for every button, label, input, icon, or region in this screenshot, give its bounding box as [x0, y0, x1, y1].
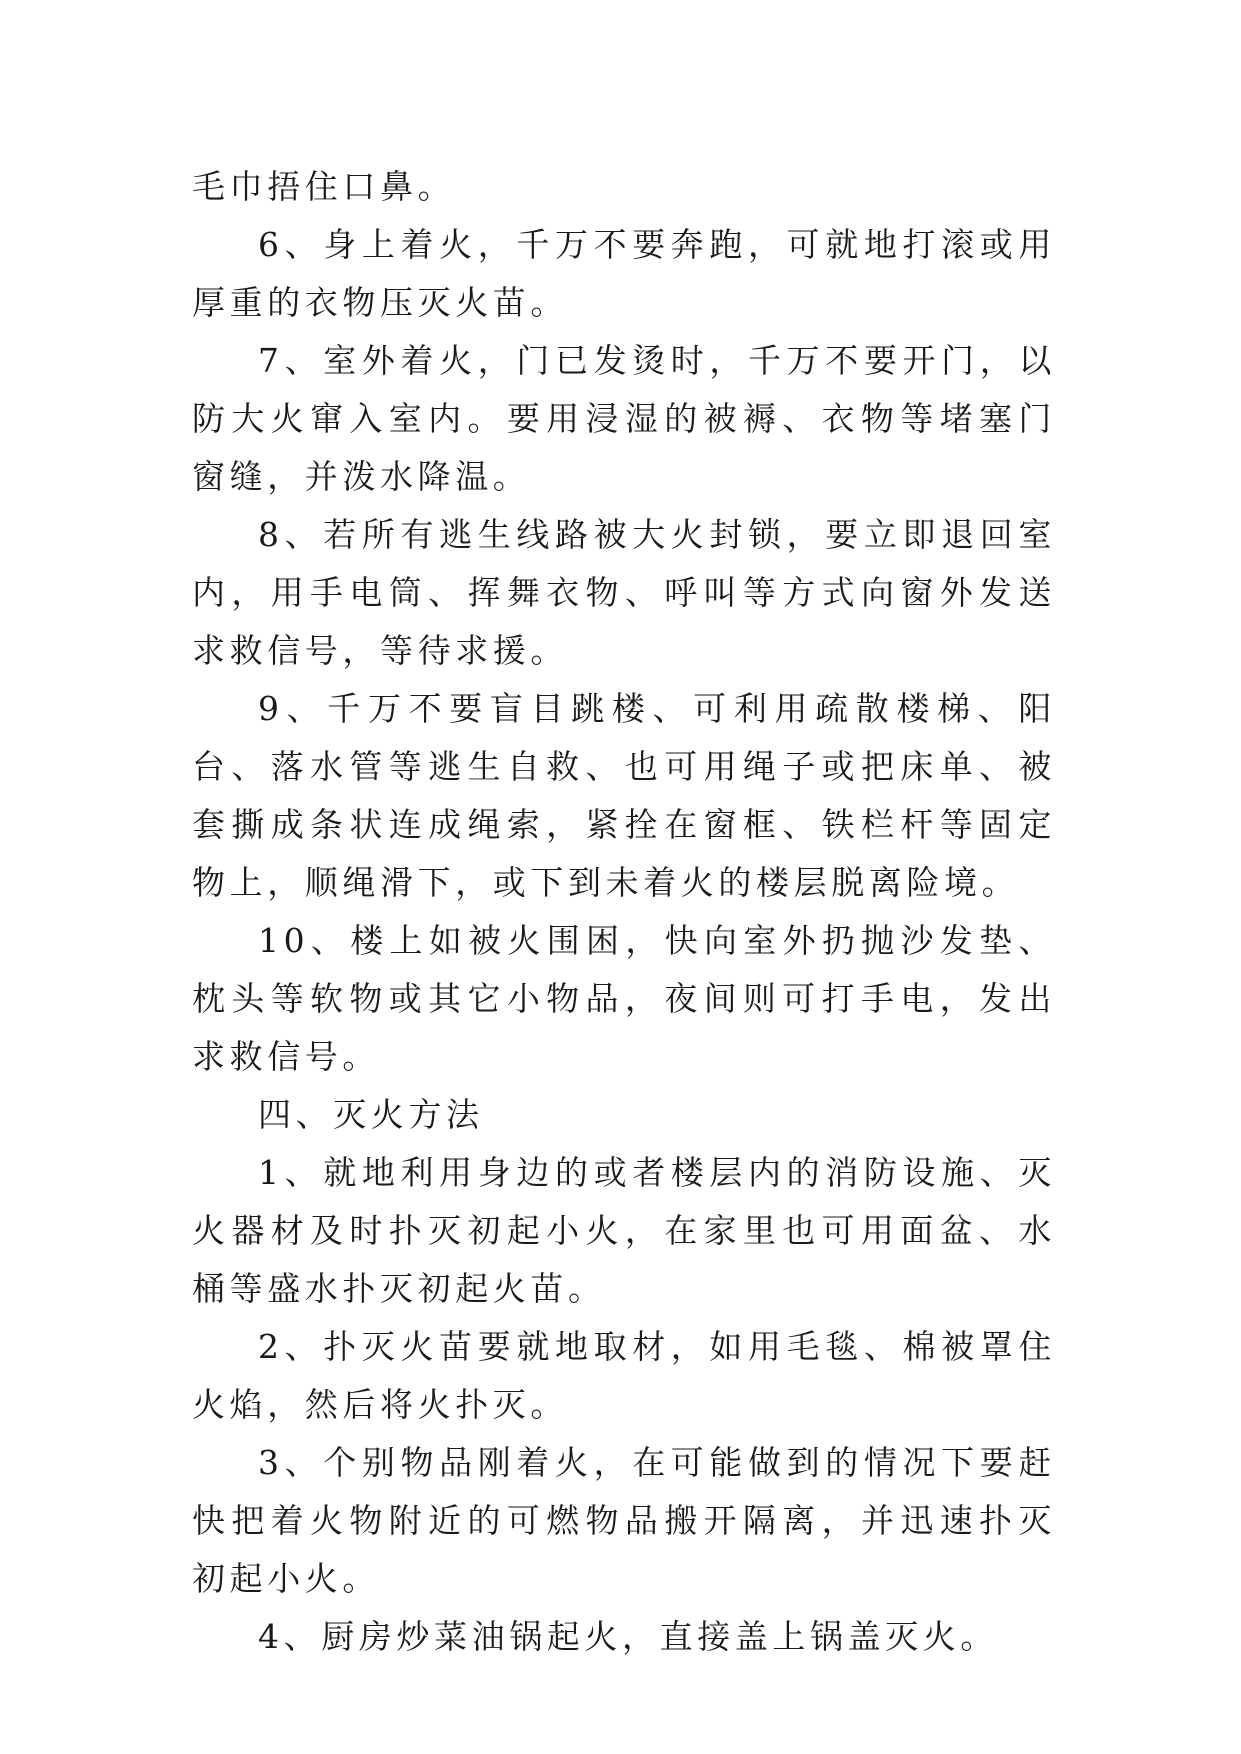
paragraph-method-3: 3、个别物品刚着火，在可能做到的情况下要赶快把着火物附近的可燃物品搬开隔离，并迅速扑灭初起小火。 — [192, 1443, 1056, 1598]
document-body — [192, 158, 1056, 1666]
paragraph-method-4: 4、厨房炒菜油锅起火，直接盖上锅盖灭火。 — [258, 1617, 998, 1656]
paragraph-continuation: 毛巾捂住口鼻。 — [192, 167, 456, 206]
paragraph-method-1: 1、就地利用身边的或者楼层内的消防设施、灭火器材及时扑灭初起小火，在家里也可用面盆、水桶等盛水扑灭初起火苗。 — [192, 1153, 1056, 1308]
section-heading: 四、灭火方法 — [258, 1095, 484, 1134]
paragraph-item-10: 10、楼上如被火围困，快向室外扔抛沙发垫、枕头等软物或其它小物品，夜间则可打手电，发出求救信号。 — [192, 921, 1056, 1076]
paragraph-item-7: 7、室外着火，门已发烫时，千万不要开门，以防大火窜入室内。要用浸湿的被褥、衣物等堵塞门窗缝，并泼水降温。 — [192, 341, 1056, 496]
paragraph-item-6: 6、身上着火，千万不要奔跑，可就地打滚或用厚重的衣物压灭火苗。 — [192, 225, 1056, 322]
paragraph-method-2: 2、扑灭火苗要就地取材，如用毛毯、棉被罩住火焰，然后将火扑灭。 — [192, 1327, 1056, 1424]
paragraph-item-8: 8、若所有逃生线路被大火封锁，要立即退回室内，用手电筒、挥舞衣物、呼叫等方式向窗外发送求救信号，等待求援。 — [192, 515, 1056, 670]
paragraph-item-9: 9、千万不要盲目跳楼、可利用疏散楼梯、阳台、落水管等逃生自救、也可用绳子或把床单、被套撕成条状连成绳索，紧拴在窗框、铁栏杆等固定物上，顺绳滑下，或下到未着火的楼层脱离险境。 — [192, 689, 1056, 902]
